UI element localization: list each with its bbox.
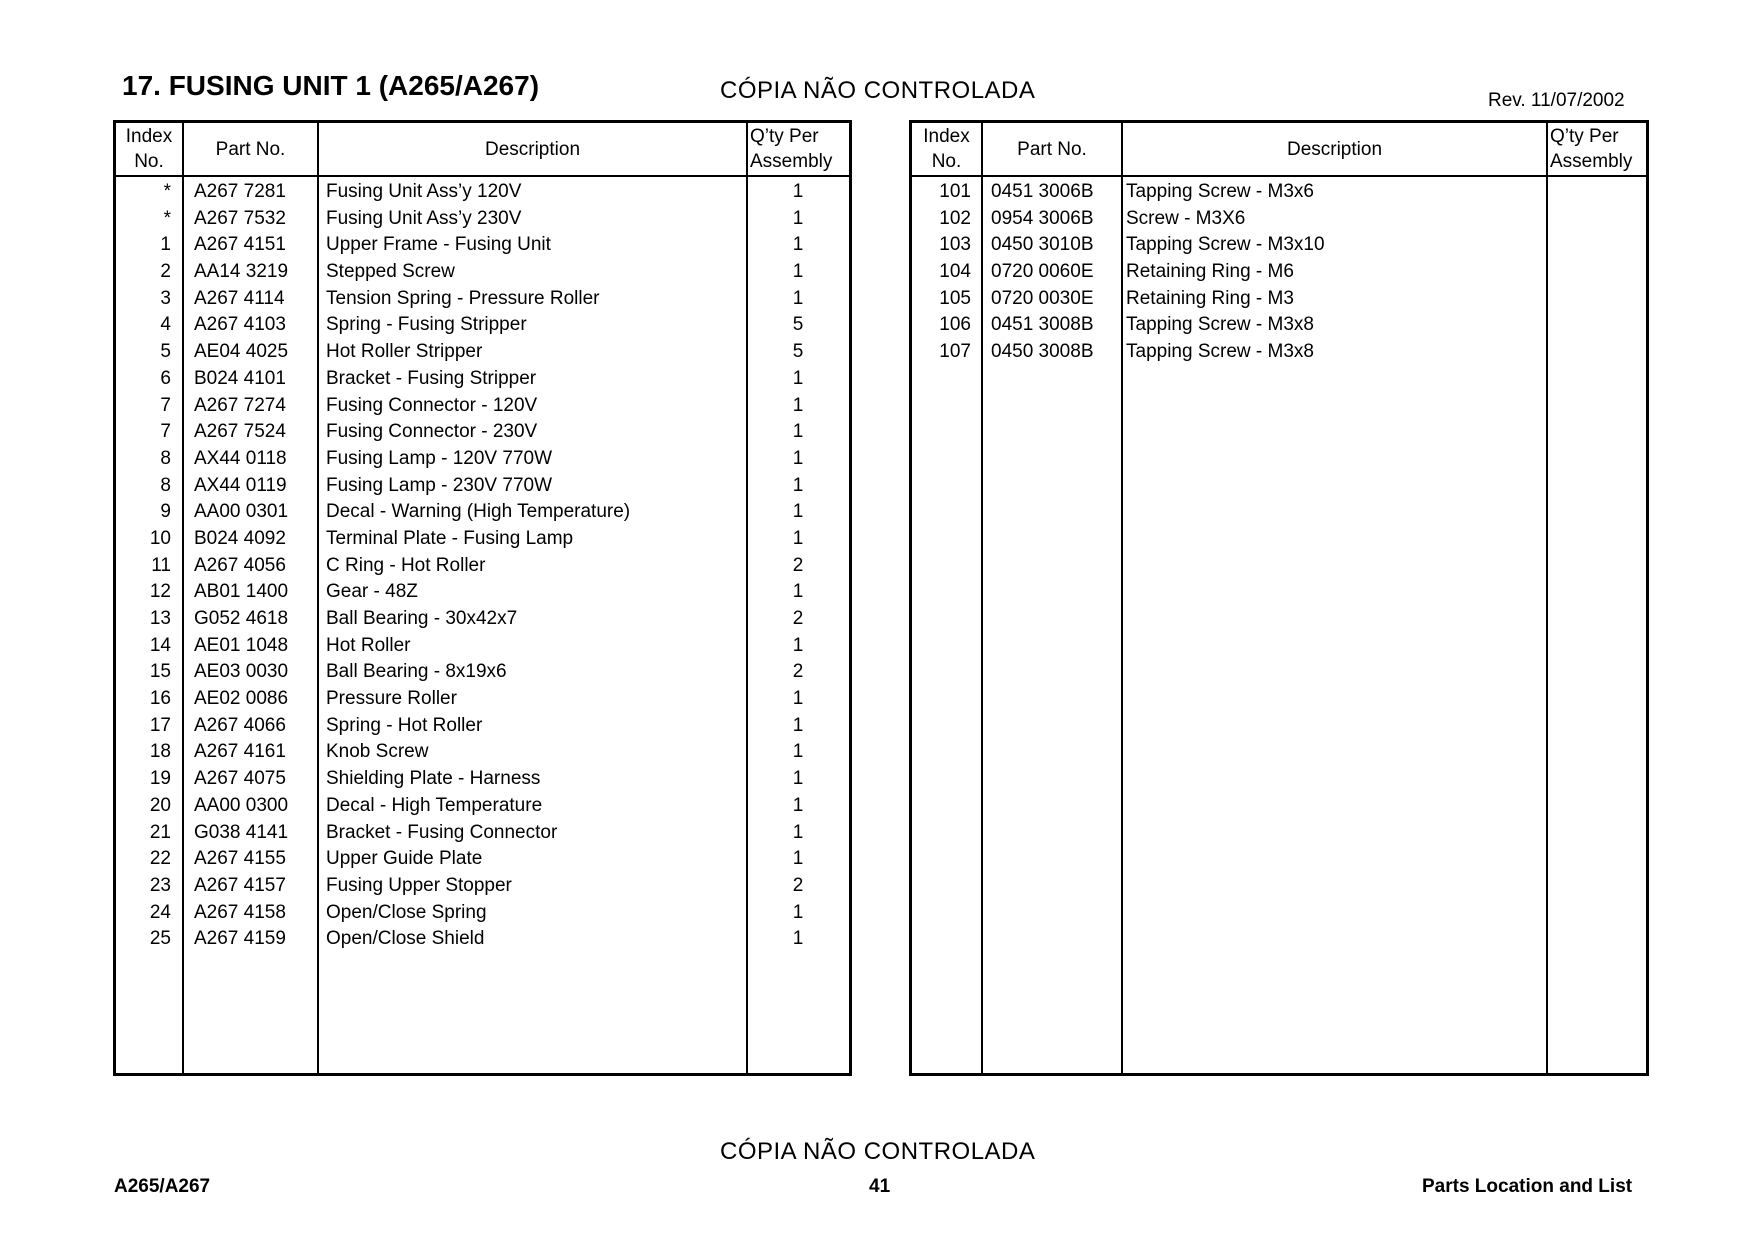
revision-date: Rev. 11/07/2002 — [1488, 90, 1625, 111]
cell-index: 3 — [160, 287, 171, 309]
cell-part-no: A267 4075 — [194, 768, 286, 790]
cell-part-no: A267 7524 — [194, 421, 286, 443]
cell-qty: 2 — [792, 874, 804, 896]
cell-description: Shielding Plate - Harness — [326, 768, 541, 790]
cell-description: Upper Guide Plate — [326, 848, 483, 870]
cell-index: 8 — [160, 474, 171, 496]
table-row — [116, 419, 849, 446]
cell-index: 103 — [939, 234, 971, 256]
table-row — [912, 232, 1646, 259]
cell-part-no: 0451 3008B — [991, 314, 1094, 336]
header-description: Description — [484, 138, 581, 160]
table-row — [116, 232, 849, 259]
cell-part-no: AA00 0301 — [194, 501, 289, 523]
parts-table-right — [909, 120, 1649, 1076]
cell-description: Fusing Connector - 230V — [326, 421, 538, 443]
table-row — [116, 900, 849, 927]
cell-index: 107 — [939, 341, 971, 363]
cell-description: C Ring - Hot Roller — [326, 554, 486, 576]
cell-index: 20 — [149, 794, 171, 816]
table-row — [912, 312, 1646, 339]
cell-qty: 2 — [792, 608, 804, 629]
cell-part-no: AX44 0119 — [194, 474, 287, 496]
cell-part-no: B024 4101 — [194, 367, 286, 389]
table-row — [116, 499, 849, 526]
cell-part-no: AA14 3219 — [194, 261, 289, 283]
cell-index: 10 — [149, 527, 171, 549]
table-row — [912, 259, 1646, 286]
cell-description: Pressure Roller — [326, 688, 457, 710]
cell-index: 4 — [160, 314, 171, 336]
cell-part-no: 0450 3010B — [991, 234, 1094, 256]
cell-description: Stepped Screw — [326, 261, 455, 283]
cell-qty: 5 — [792, 341, 804, 363]
cell-description: Fusing Unit Ass’y 120V — [326, 181, 522, 202]
table-row — [116, 393, 849, 420]
cell-index: 8 — [160, 447, 171, 469]
cell-part-no: 0720 0030E — [991, 287, 1094, 309]
table-row — [116, 446, 849, 473]
table-row — [912, 286, 1646, 313]
cell-index: 19 — [149, 768, 171, 790]
header-qty: Q’ty Per Assembly — [750, 126, 833, 172]
cell-description: Bracket - Fusing Stripper — [326, 367, 537, 389]
cell-qty: 1 — [792, 848, 804, 870]
cell-description: Spring - Fusing Stripper — [326, 314, 527, 336]
cell-part-no: AE02 0086 — [194, 688, 289, 710]
cell-index: 24 — [149, 901, 171, 923]
cell-qty: 1 — [792, 474, 804, 496]
cell-qty: 1 — [792, 794, 804, 816]
cell-part-no: A267 4066 — [194, 714, 286, 736]
table-row — [912, 339, 1646, 366]
cell-description: Hot Roller — [326, 634, 411, 656]
cell-part-no: G052 4618 — [194, 608, 289, 629]
table-row — [116, 206, 849, 233]
table-row — [912, 179, 1646, 206]
header-part-no: Part No. — [215, 138, 286, 160]
cell-index: 6 — [160, 367, 171, 389]
cell-index: 9 — [160, 501, 171, 523]
cell-qty: 1 — [792, 394, 804, 416]
cell-index: 105 — [939, 287, 971, 309]
table-row — [116, 793, 849, 820]
cell-description: Tapping Screw - M3x8 — [1126, 314, 1314, 336]
cell-index: 102 — [939, 207, 971, 229]
cell-part-no: A267 4103 — [194, 314, 286, 336]
page-title: 17. FUSING UNIT 1 (A265/A267) — [122, 70, 540, 101]
cell-description: Retaining Ring - M3 — [1126, 287, 1294, 309]
cell-part-no: A267 4157 — [194, 874, 286, 896]
cell-index: 11 — [151, 554, 171, 576]
cell-index: 22 — [149, 848, 171, 870]
cell-index: * — [163, 181, 171, 202]
cell-description: Knob Screw — [326, 741, 429, 763]
cell-index: 7 — [160, 421, 171, 443]
table-row — [116, 659, 849, 686]
cell-part-no: AE03 0030 — [194, 661, 289, 683]
table-row — [116, 526, 849, 553]
cell-qty: 1 — [792, 821, 804, 843]
rows-left — [116, 179, 849, 953]
cell-qty: 1 — [792, 581, 804, 603]
cell-qty: 1 — [792, 261, 804, 283]
table-row — [116, 686, 849, 713]
table-row — [116, 766, 849, 793]
cell-part-no: A267 7274 — [194, 394, 286, 416]
cell-qty: 1 — [792, 287, 804, 309]
header-index: Index No. — [125, 126, 173, 172]
table-row — [116, 259, 849, 286]
cell-part-no: 0450 3008B — [991, 341, 1094, 363]
cell-part-no: A267 4114 — [194, 287, 285, 309]
cell-description: Ball Bearing - 30x42x7 — [326, 608, 518, 629]
cell-part-no: AA00 0300 — [194, 794, 289, 816]
table-row — [116, 179, 849, 206]
cell-description: Fusing Lamp - 120V 770W — [326, 447, 553, 469]
cell-part-no: 0954 3006B — [991, 207, 1094, 229]
cell-description: Terminal Plate - Fusing Lamp — [326, 527, 574, 549]
cell-index: 5 — [160, 341, 171, 363]
cell-description: Screw - M3X6 — [1126, 207, 1246, 229]
table-row — [116, 312, 849, 339]
header-divider — [912, 175, 1646, 177]
cell-part-no: 0451 3006B — [991, 181, 1094, 202]
cell-index: 12 — [149, 581, 171, 603]
cell-qty: 1 — [792, 501, 804, 523]
cell-part-no: AE01 1048 — [194, 634, 289, 656]
header-description: Description — [1286, 138, 1383, 160]
table-row — [116, 606, 849, 633]
cell-qty: 1 — [792, 634, 804, 656]
watermark-bottom: CÓPIA NÃO CONTROLADA — [720, 1138, 1036, 1165]
cell-part-no: A267 4158 — [194, 901, 286, 923]
table-row — [116, 553, 849, 580]
cell-index: 14 — [149, 634, 171, 656]
watermark-top: CÓPIA NÃO CONTROLADA — [720, 77, 1036, 104]
cell-part-no: AX44 0118 — [194, 447, 287, 469]
cell-description: Fusing Lamp - 230V 770W — [326, 474, 553, 496]
table-row — [116, 579, 849, 606]
cell-part-no: AE04 4025 — [194, 341, 289, 363]
cell-index: 13 — [149, 608, 171, 629]
cell-index: 15 — [149, 661, 171, 683]
header-index: Index No. — [923, 126, 970, 172]
cell-index: 101 — [939, 181, 971, 202]
cell-part-no: A267 7532 — [194, 207, 286, 229]
cell-qty: 1 — [792, 367, 804, 389]
cell-description: Decal - High Temperature — [326, 794, 543, 816]
cell-description: Tension Spring - Pressure Roller — [326, 287, 600, 309]
cell-description: Bracket - Fusing Connector — [326, 821, 558, 843]
cell-part-no: G038 4141 — [194, 821, 289, 843]
cell-qty: 1 — [792, 768, 804, 790]
cell-part-no: B024 4092 — [194, 527, 286, 549]
cell-description: Fusing Unit Ass’y 230V — [326, 207, 522, 229]
table-row — [116, 846, 849, 873]
cell-index: 23 — [149, 874, 171, 896]
table-row — [116, 339, 849, 366]
cell-index: 16 — [149, 688, 171, 710]
footer-page-number: 41 — [869, 1176, 891, 1197]
cell-part-no: A267 4151 — [194, 234, 286, 256]
cell-index: 1 — [160, 234, 171, 256]
cell-index: 17 — [149, 714, 171, 736]
footer-model: A265/A267 — [114, 1176, 211, 1197]
cell-qty: 1 — [792, 421, 804, 443]
cell-description: Open/Close Spring — [326, 901, 487, 923]
cell-qty: 1 — [792, 741, 804, 763]
cell-part-no: A267 4155 — [194, 848, 286, 870]
cell-qty: 2 — [792, 661, 804, 683]
table-row — [116, 873, 849, 900]
cell-qty: 1 — [792, 447, 804, 469]
table-row — [116, 633, 849, 660]
footer-section: Parts Location and List — [1422, 1176, 1633, 1197]
cell-part-no: A267 4159 — [194, 928, 286, 950]
cell-description: Fusing Upper Stopper — [326, 874, 512, 896]
cell-qty: 1 — [792, 527, 804, 549]
cell-index: 7 — [160, 394, 171, 416]
table-row — [116, 713, 849, 740]
cell-description: Gear - 48Z — [326, 581, 418, 603]
rows-right — [912, 179, 1646, 366]
table-row — [116, 286, 849, 313]
cell-qty: 1 — [792, 688, 804, 710]
cell-part-no: AB01 1400 — [194, 581, 289, 603]
table-row — [116, 366, 849, 393]
cell-qty: 5 — [792, 314, 804, 336]
cell-part-no: A267 4056 — [194, 554, 286, 576]
cell-qty: 1 — [792, 928, 804, 950]
parts-table-left — [113, 120, 852, 1076]
cell-description: Decal - Warning (High Temperature) — [326, 501, 631, 523]
header-part-no: Part No. — [1017, 138, 1087, 160]
header-qty: Q’ty Per Assembly — [1550, 126, 1633, 172]
cell-index: 104 — [939, 261, 971, 283]
cell-description: Hot Roller Stripper — [326, 341, 483, 363]
cell-index: 18 — [149, 741, 171, 763]
cell-description: Upper Frame - Fusing Unit — [326, 234, 551, 256]
cell-description: Ball Bearing - 8x19x6 — [326, 661, 507, 683]
cell-index: 106 — [939, 314, 971, 336]
cell-index: 21 — [149, 821, 171, 843]
table-row — [116, 739, 849, 766]
cell-qty: 1 — [792, 181, 804, 202]
cell-description: Tapping Screw - M3x10 — [1126, 234, 1325, 256]
cell-index: 25 — [149, 928, 171, 950]
table-row — [116, 473, 849, 500]
cell-qty: 1 — [792, 901, 804, 923]
cell-qty: 1 — [792, 207, 804, 229]
cell-description: Tapping Screw - M3x6 — [1126, 181, 1314, 202]
cell-qty: 2 — [792, 554, 804, 576]
table-row — [116, 820, 849, 847]
table-row — [912, 206, 1646, 233]
cell-description: Tapping Screw - M3x8 — [1126, 341, 1314, 363]
cell-part-no: A267 7281 — [194, 181, 286, 202]
table-row — [116, 926, 849, 953]
cell-qty: 1 — [792, 234, 804, 256]
cell-index: * — [163, 207, 171, 229]
cell-description: Spring - Hot Roller — [326, 714, 483, 736]
cell-part-no: 0720 0060E — [991, 261, 1094, 283]
cell-index: 2 — [160, 261, 171, 283]
cell-description: Fusing Connector - 120V — [326, 394, 538, 416]
header-divider — [116, 175, 849, 177]
cell-qty: 1 — [792, 714, 804, 736]
cell-part-no: A267 4161 — [194, 741, 286, 763]
cell-description: Retaining Ring - M6 — [1126, 261, 1294, 283]
cell-description: Open/Close Shield — [326, 928, 485, 950]
